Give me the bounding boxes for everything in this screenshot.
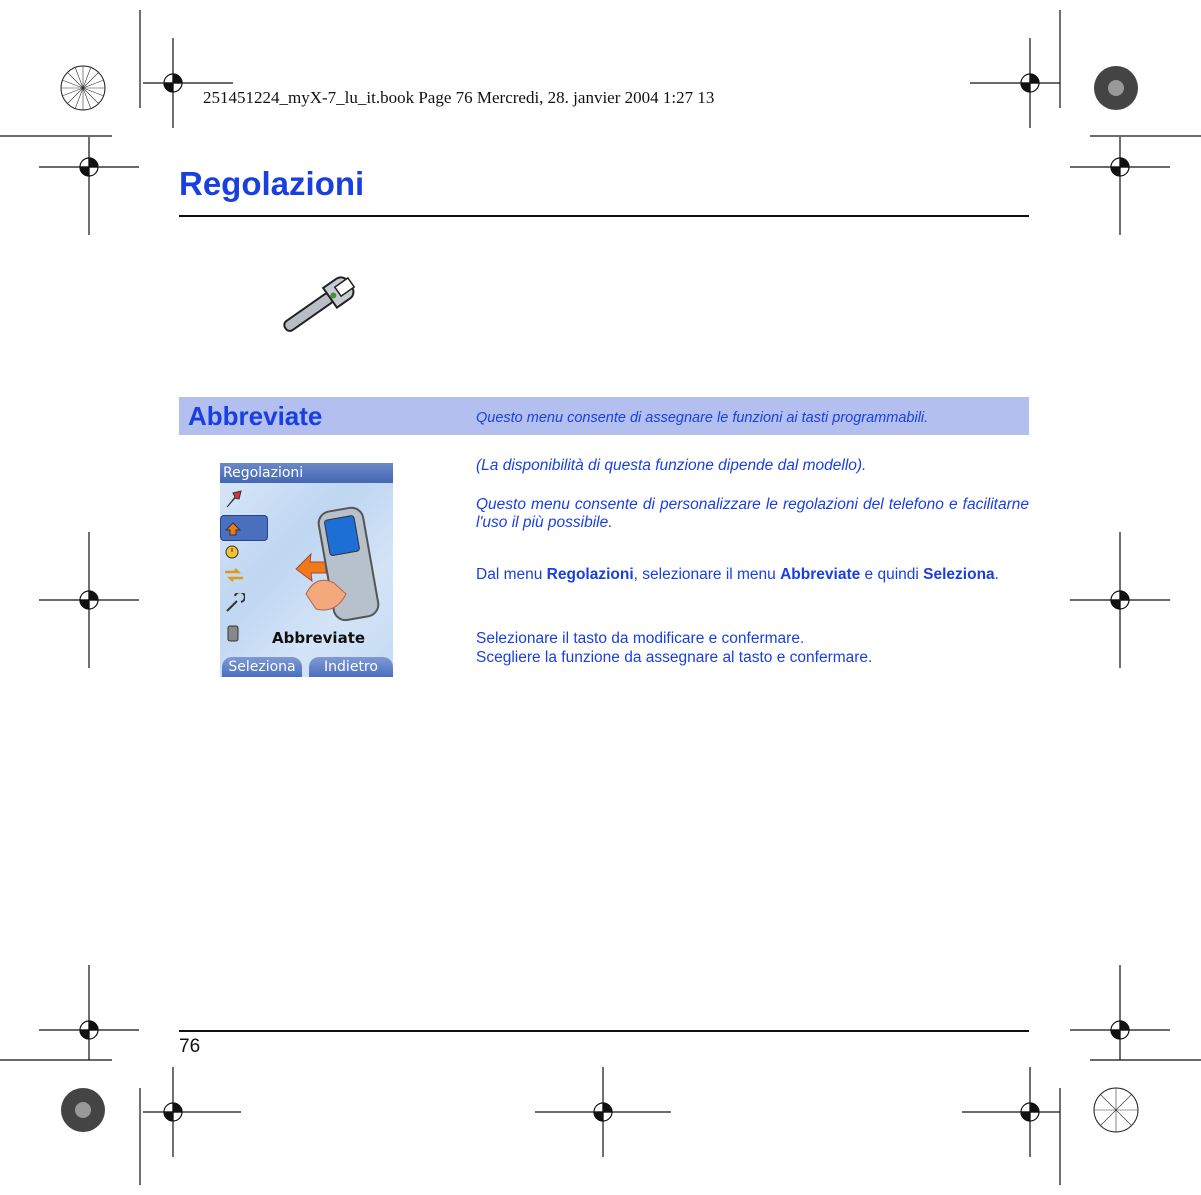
arrows-icon	[223, 565, 245, 585]
wrench-icon	[272, 270, 364, 345]
action-name: Seleziona	[923, 566, 995, 583]
description-paragraph: Questo menu consente di personalizzare le regolazioni del telefono e facilitarne l'uso il più possibile.	[476, 496, 1029, 531]
title-rule	[179, 215, 1029, 217]
instruction-paragraph: Dal menu Regolazioni, selezionare il menu Abbreviate e quindi Seleziona.	[476, 566, 999, 583]
section-title: Abbreviate	[188, 401, 323, 431]
phone-selected-label: Abbreviate	[272, 629, 366, 647]
item-name: Abbreviate	[780, 566, 861, 583]
phone-screen-title: Regolazioni	[220, 463, 393, 483]
phone-illustration	[286, 499, 386, 629]
menu-name: Regolazioni	[546, 566, 634, 583]
print-header: 251451224_myX-7_lu_it.book Page 76 Mercredi, 28. janvier 2004 1:27 13	[203, 88, 715, 107]
availability-note: (La disponibilità di questa funzione dipende dal modello).	[476, 457, 867, 474]
battery-icon	[223, 623, 245, 643]
softkey-left[interactable]: Seleziona	[222, 657, 302, 677]
clock-icon	[223, 543, 245, 563]
wrench-small-icon	[223, 593, 245, 613]
softkey-right[interactable]: Indietro	[309, 657, 393, 677]
shortcut-icon	[223, 489, 245, 509]
section-intro: Questo menu consente di assegnare le funzioni ai tasti programmabili.	[476, 410, 929, 426]
page-title: Regolazioni	[179, 165, 365, 202]
step-1: Selezionare il tasto da modificare e confermare.	[476, 630, 805, 647]
page-number: 76	[179, 1036, 201, 1057]
swap-icon	[223, 518, 245, 538]
step-2: Scegliere la funzione da assegnare al tasto e confermare.	[476, 649, 873, 666]
phone-screen	[220, 463, 393, 677]
footer-rule	[179, 1030, 1029, 1032]
